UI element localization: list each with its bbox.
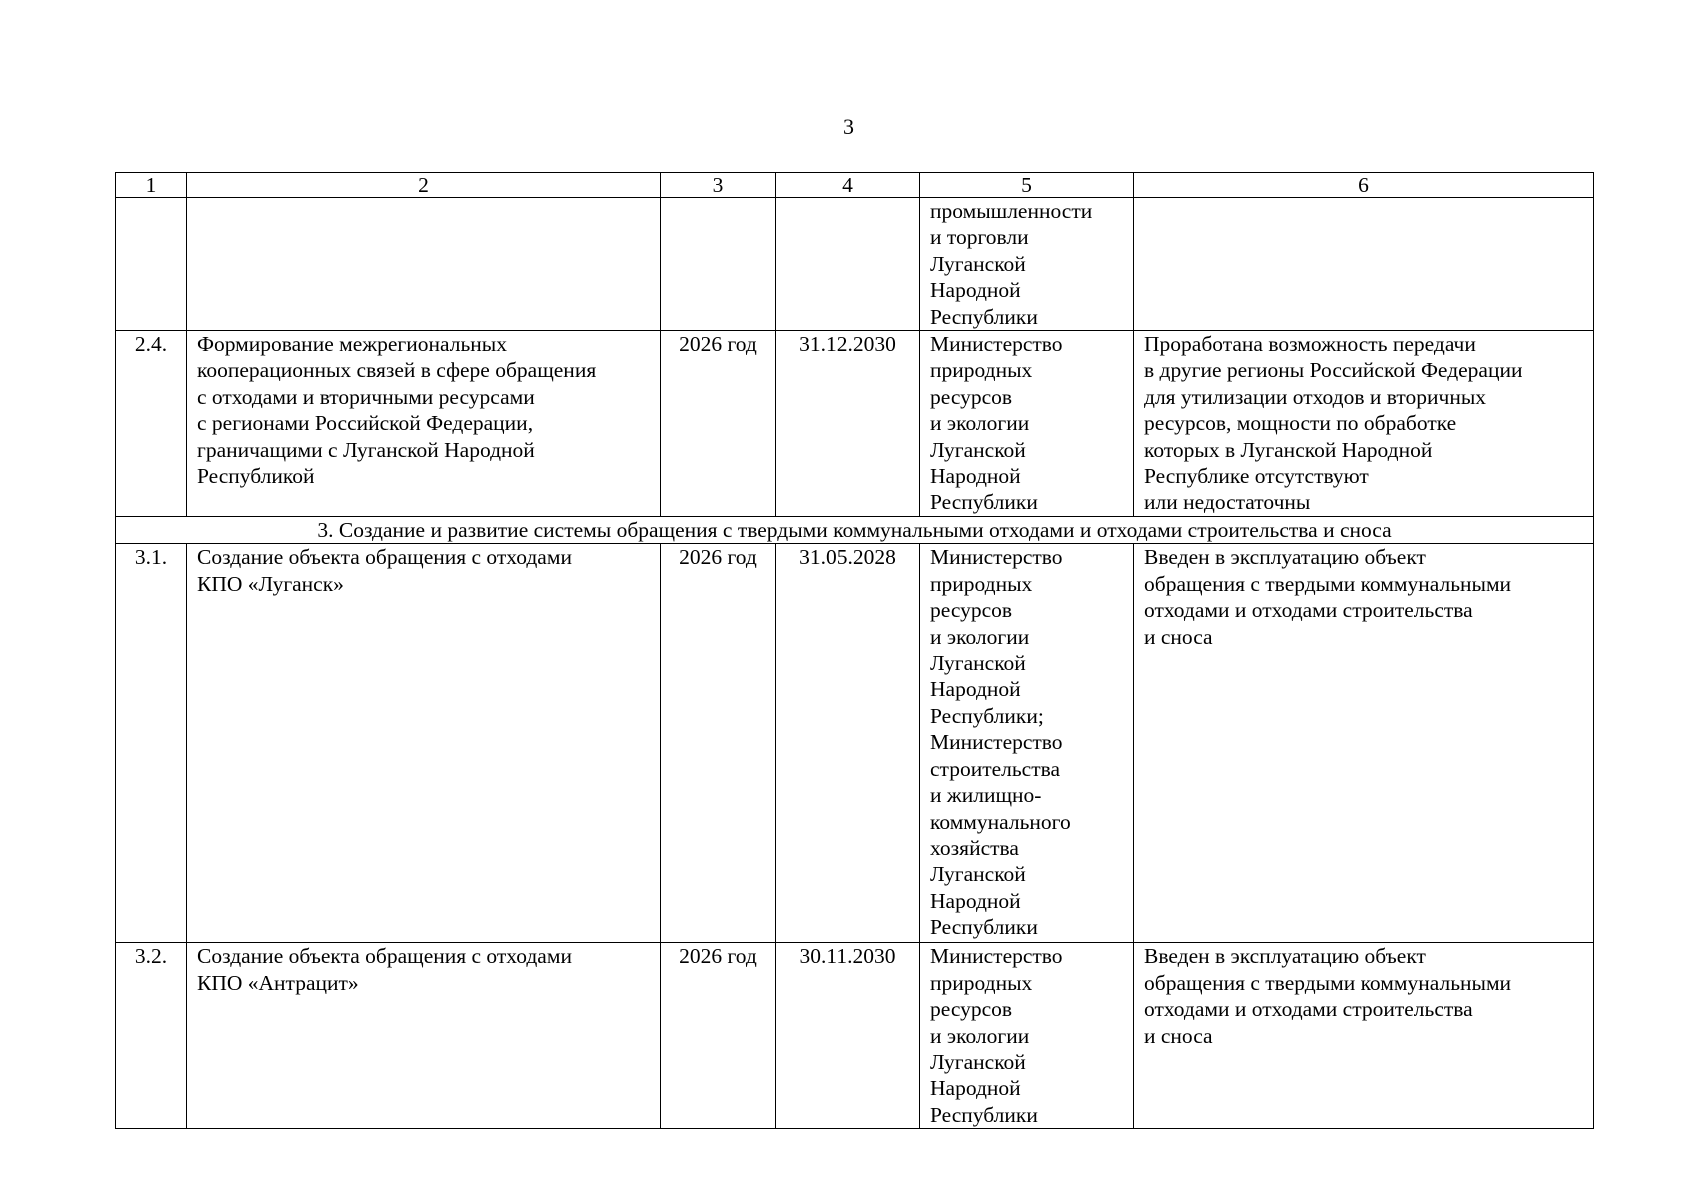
column-number-6: 6: [1134, 173, 1594, 198]
section-heading-row: [116, 517, 1594, 544]
column-number-3: 3: [661, 173, 776, 198]
measures-table: [115, 172, 1594, 1129]
expected-result: [1134, 198, 1594, 331]
expected-result: Введен в эксплуатацию объект обращения с твердыми коммунальными отходами и отходами строительства и сноса: [1134, 943, 1594, 1129]
row-number: 3.1.: [116, 544, 187, 943]
table-row: [116, 943, 1594, 1129]
start-date: 2026 год: [661, 331, 776, 517]
responsible-executor: Министерство природных ресурсов и экологии Луганской Народной Республики: [920, 943, 1134, 1129]
measure-name: Создание объекта обращения с отходами КПО «Антрацит»: [187, 943, 661, 1129]
table-row: [116, 331, 1594, 517]
column-number-row: [116, 173, 1594, 198]
end-date: 31.05.2028: [776, 544, 920, 943]
end-date: 30.11.2030: [776, 943, 920, 1129]
section-heading: 3. Создание и развитие системы обращения с твердыми коммунальными отходами и отходами строительства и сноса: [116, 517, 1594, 544]
expected-result: Введен в эксплуатацию объект обращения с твердыми коммунальными отходами и отходами строительства и сноса: [1134, 544, 1594, 943]
measure-name: Создание объекта обращения с отходами КПО «Луганск»: [187, 544, 661, 943]
responsible-executor: Министерство природных ресурсов и экологии Луганской Народной Республики; Министерство строительства и жилищно- коммунального хозяйства Луганской Народной Республики: [920, 544, 1134, 943]
table-row: [116, 544, 1594, 943]
column-number-5: 5: [920, 173, 1134, 198]
column-number-4: 4: [776, 173, 920, 198]
responsible-executor: промышленности и торговли Луганской Народной Республики: [920, 198, 1134, 331]
table-row: [116, 198, 1594, 331]
start-date: 2026 год: [661, 544, 776, 943]
row-number: [116, 198, 187, 331]
row-number: 2.4.: [116, 331, 187, 517]
column-number-2: 2: [187, 173, 661, 198]
end-date: [776, 198, 920, 331]
row-number: 3.2.: [116, 943, 187, 1129]
start-date: 2026 год: [661, 943, 776, 1129]
measure-name: Формирование межрегиональных кооперационных связей в сфере обращения с отходами и вторичными ресурсами с регионами Российской Федерации, граничащими с Луганской Народной Республикой: [187, 331, 661, 517]
expected-result: Проработана возможность передачи в другие регионы Российской Федерации для утилизации отходов и вторичных ресурсов, мощности по обработке которых в Луганской Народной Республике отсутствуют или недостаточны: [1134, 331, 1594, 517]
end-date: 31.12.2030: [776, 331, 920, 517]
start-date: [661, 198, 776, 331]
page-number: 3: [843, 114, 854, 139]
responsible-executor: Министерство природных ресурсов и экологии Луганской Народной Республики: [920, 331, 1134, 517]
measure-name: [187, 198, 661, 331]
column-number-1: 1: [116, 173, 187, 198]
